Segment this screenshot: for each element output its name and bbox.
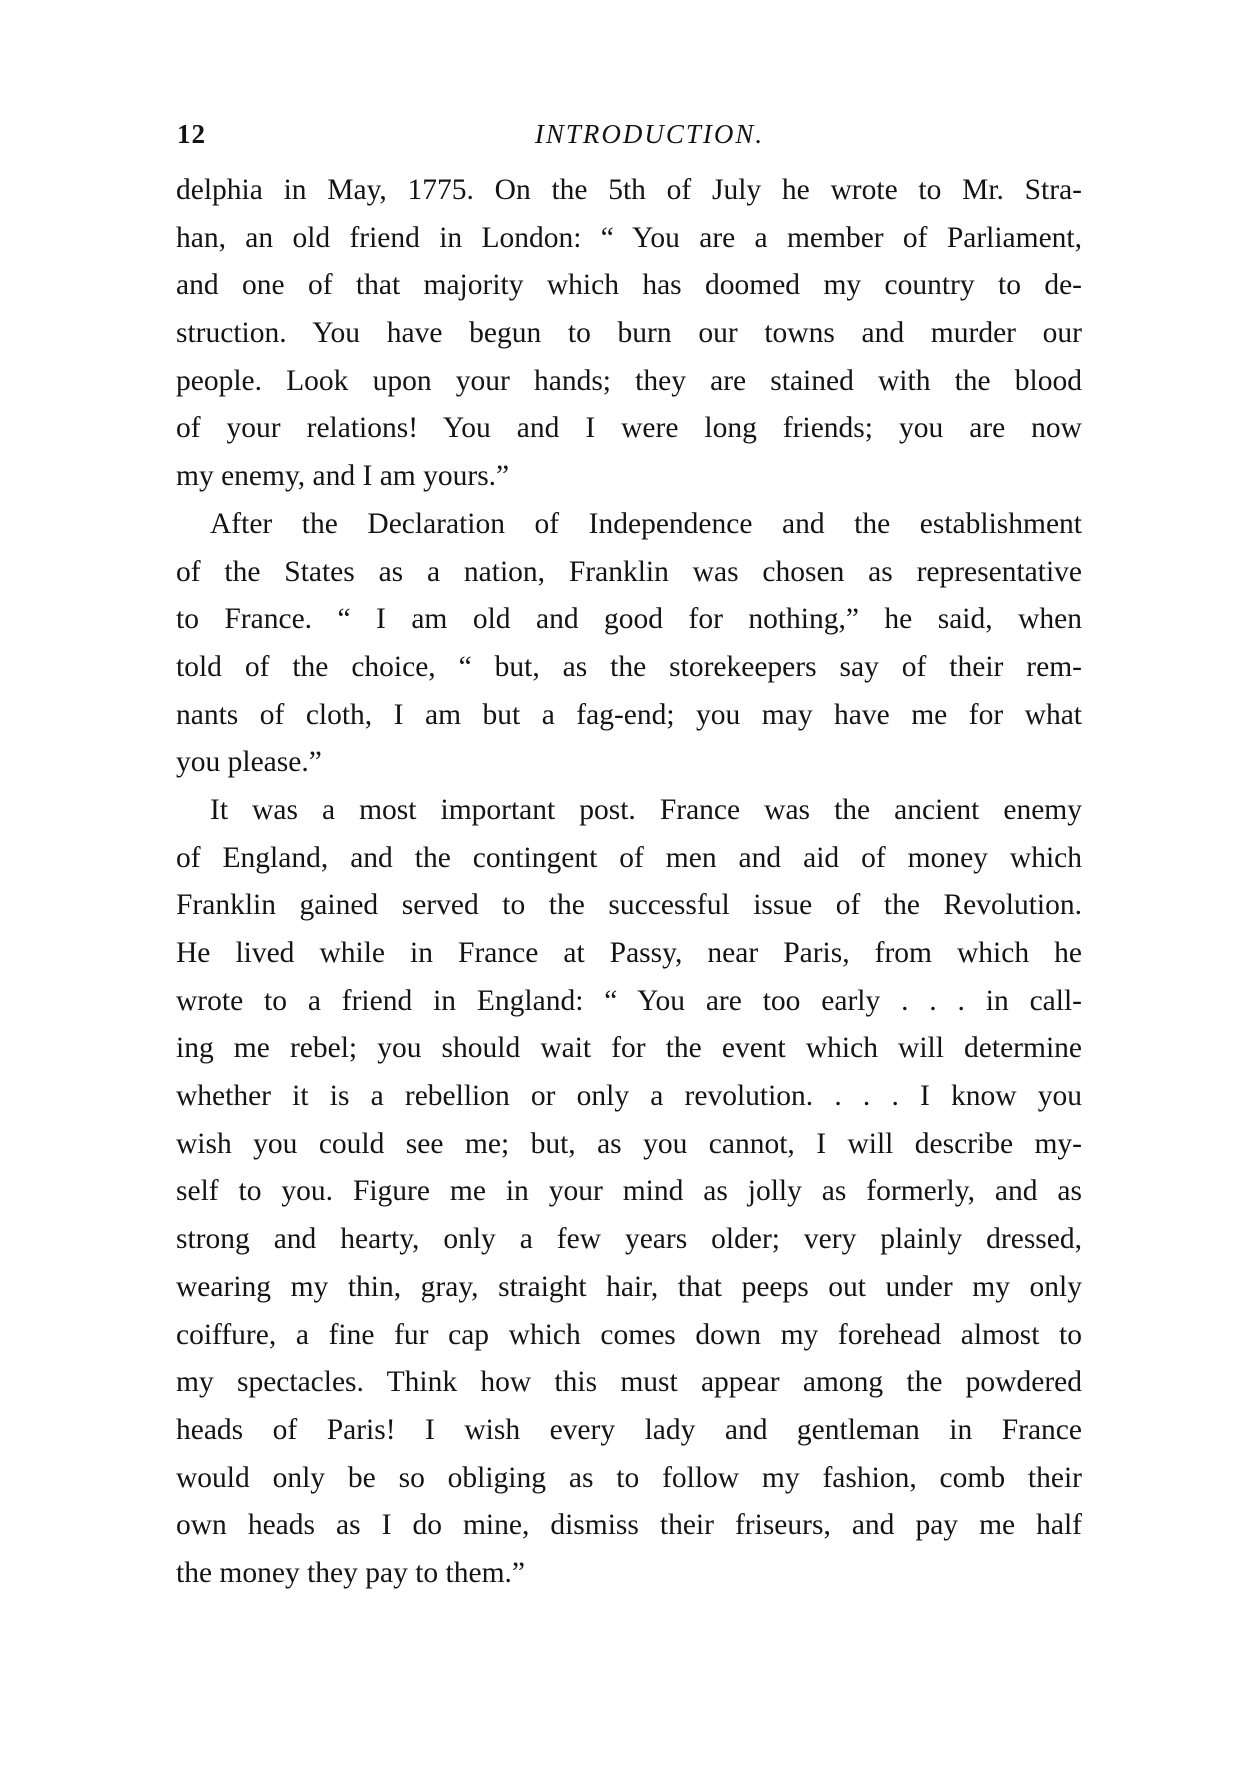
text-line: self to you. Figure me in your mind as jolly as formerly, and as bbox=[176, 1175, 1082, 1208]
text-line: han, an old friend in London: “ You are a member of Parliament, bbox=[176, 221, 1082, 254]
text-line: heads of Paris! I wish every lady and gentleman in France bbox=[176, 1413, 1082, 1446]
page-number: 12 bbox=[177, 119, 206, 149]
body-text bbox=[176, 167, 1082, 1598]
text-line: wish you could see me; but, as you cannot, I will describe my- bbox=[176, 1127, 1082, 1160]
text-line: He lived while in France at Passy, near Paris, from which he bbox=[176, 937, 1082, 969]
text-line: ing me rebel; you should wait for the event which will determine bbox=[176, 1032, 1082, 1065]
text-line: would only be so obliging as to follow my fashion, comb their bbox=[176, 1461, 1082, 1494]
text-line: strong and hearty, only a few years older; very plainly dressed, bbox=[176, 1223, 1082, 1256]
running-title: INTRODUCTION. bbox=[534, 119, 765, 149]
text-line: to France. “ I am old and good for nothing,” he said, when bbox=[176, 603, 1082, 636]
text-line: the money they pay to them.” bbox=[176, 1556, 525, 1589]
text-line: wrote to a friend in England: “ You are too early . . . in call- bbox=[176, 984, 1082, 1017]
running-head bbox=[177, 116, 1082, 152]
text-line: own heads as I do mine, dismiss their friseurs, and pay me half bbox=[176, 1509, 1082, 1542]
text-line: coiffure, a fine fur cap which comes down my forehead almost to bbox=[176, 1318, 1082, 1351]
text-line: my enemy, and I am yours.” bbox=[176, 460, 510, 493]
text-line: people. Look upon your hands; they are stained with the blood bbox=[176, 364, 1082, 397]
text-line: It was a most important post. France was the ancient enemy bbox=[210, 793, 1082, 826]
text-line: my spectacles. Think how this must appear among the powdered bbox=[176, 1366, 1082, 1399]
text-line: of England, and the contingent of men and aid of money which bbox=[176, 841, 1082, 874]
text-line: After the Declaration of Independence and the establishment bbox=[210, 507, 1082, 540]
text-line: Franklin gained served to the successful issue of the Revolution. bbox=[176, 889, 1082, 922]
text-line: delphia in May, 1775. On the 5th of July he wrote to Mr. Stra- bbox=[176, 174, 1082, 206]
text-line: of your relations! You and I were long friends; you are now bbox=[176, 412, 1082, 445]
text-line: nants of cloth, I am but a fag-end; you may have me for what bbox=[176, 698, 1082, 731]
text-line: struction. You have begun to burn our towns and murder our bbox=[176, 317, 1082, 350]
text-line: whether it is a rebellion or only a revolution. . . . I know you bbox=[176, 1080, 1082, 1113]
text-line: of the States as a nation, Franklin was chosen as representative bbox=[176, 555, 1082, 588]
text-line: you please.” bbox=[176, 746, 322, 779]
text-line: wearing my thin, gray, straight hair, that peeps out under my only bbox=[176, 1270, 1082, 1303]
text-line: told of the choice, “ but, as the storekeepers say of their rem- bbox=[176, 650, 1082, 683]
text-line: and one of that majority which has doomed my country to de- bbox=[176, 269, 1082, 302]
